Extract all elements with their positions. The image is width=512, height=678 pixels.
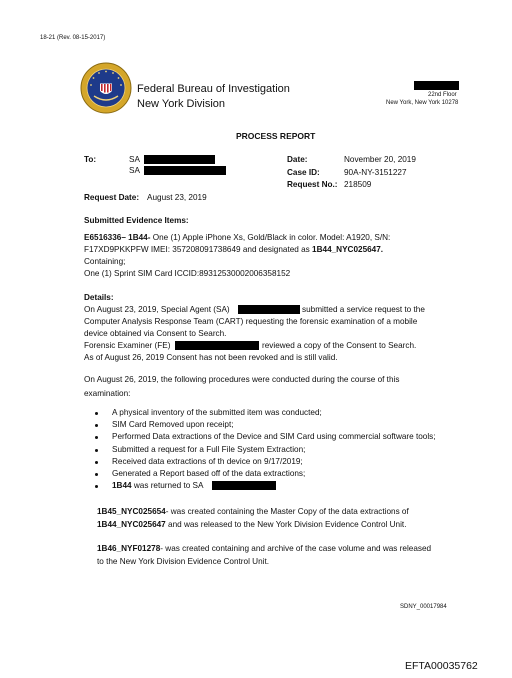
- result-2-line-2: to the New York Division Evidence Control Unit.: [97, 557, 270, 566]
- evidence-line-3: Containing;: [84, 257, 126, 266]
- list-item: Received data extractions of th device on 9/17/2019;: [112, 457, 436, 469]
- details-line-1a: On August 23, 2019, Special Agent (SA): [84, 305, 230, 314]
- details-line-3: device obtained via Consent to Search.: [84, 329, 227, 338]
- evidence-designation: 1B44_NYC025647.: [312, 245, 384, 254]
- evidence-line-2: [84, 245, 383, 254]
- efta-number: EFTA00035762: [405, 660, 478, 672]
- result-2-line-1: 1B46_NYF01278- was created containing and archive of the case volume and was released: [97, 544, 432, 553]
- date-value: November 20, 2019: [344, 155, 416, 164]
- case-id-label: Case ID:: [287, 168, 320, 177]
- result-2-id: 1B46_NYF01278: [97, 544, 161, 553]
- address-city: New York, New York 10278: [386, 100, 459, 106]
- redaction-block: [144, 166, 226, 175]
- list-item: SIM Card Removed upon receipt;: [112, 420, 436, 432]
- address-floor: 22nd Floor: [428, 92, 457, 98]
- evidence-line-4: One (1) Sprint SIM Card ICCID:89312530002006358152: [84, 269, 291, 278]
- evidence-heading: Submitted Evidence Items:: [84, 216, 189, 225]
- details-heading: Details:: [84, 293, 114, 302]
- details-line-4a: Forensic Examiner (FE): [84, 341, 171, 350]
- details-line-5: As of August 26, 2019 Consent has not been revoked and is still valid.: [84, 353, 338, 362]
- redaction-block: [144, 155, 215, 164]
- procedures-intro-1: On August 26, 2019, the following procedures were conducted during the course of this: [84, 375, 400, 384]
- evidence-line-1: [84, 233, 390, 242]
- to-line-2: SA: [129, 166, 140, 175]
- to-line-1: SA: [129, 155, 140, 164]
- case-id-value: 90A-NY-3151227: [344, 168, 407, 177]
- list-item: Generated a Report based off of the data extractions;: [112, 469, 436, 481]
- result-1-line-1: 1B45_NYC025654- was created containing the Master Copy of the data extractions of: [97, 507, 409, 516]
- report-title: PROCESS REPORT: [236, 131, 316, 141]
- list-item: Submitted a request for a Full File System Extraction;: [112, 445, 436, 457]
- details-line-1b: submitted a service request to the: [302, 305, 425, 314]
- redaction-block: [175, 341, 259, 350]
- fbi-seal-icon: [80, 62, 132, 114]
- list-item: Performed Data extractions of the Device and SIM Card using commercial software tools;: [112, 432, 436, 444]
- form-number: 18-21 (Rev. 08-15-2017): [40, 35, 106, 41]
- request-date-value: August 23, 2019: [147, 193, 207, 202]
- redaction-block: [414, 81, 459, 90]
- request-date-label: Request Date:: [84, 193, 140, 202]
- division-name: New York Division: [137, 98, 226, 110]
- details-line-4b: reviewed a copy of the Consent to Search.: [262, 341, 417, 350]
- request-no-label: Request No.:: [287, 180, 338, 189]
- result-1-id: 1B45_NYC025654: [97, 507, 166, 516]
- result-1-ref: 1B44_NYC025647: [97, 520, 166, 529]
- bates-number: SDNY_00017984: [400, 604, 447, 610]
- details-line-2: Computer Analysis Response Team (CART) requesting the forensic examination of a mobile: [84, 317, 418, 326]
- evidence-item-id: E6516336– 1B44-: [84, 233, 151, 242]
- date-label: Date:: [287, 155, 308, 164]
- to-label: To:: [84, 155, 97, 164]
- evidence-serial: F17XD9PKKPFW IMEI: 357208091738649 and designated as: [84, 245, 313, 254]
- list-item: A physical inventory of the submitted item was conducted;: [112, 408, 436, 420]
- redaction-block: [238, 305, 300, 314]
- request-no-value: 218509: [344, 180, 372, 189]
- procedures-intro-2: examination:: [84, 389, 131, 398]
- redaction-block: [212, 481, 276, 490]
- org-name: Federal Bureau of Investigation: [137, 83, 290, 95]
- result-1-line-2: 1B44_NYC025647 and was released to the New York Division Evidence Control Unit.: [97, 520, 407, 529]
- list-item: 1B44 was returned to SA: [112, 481, 436, 493]
- evidence-desc: One (1) Apple iPhone Xs, Gold/Black in color. Model: A1920, S/N:: [150, 233, 391, 242]
